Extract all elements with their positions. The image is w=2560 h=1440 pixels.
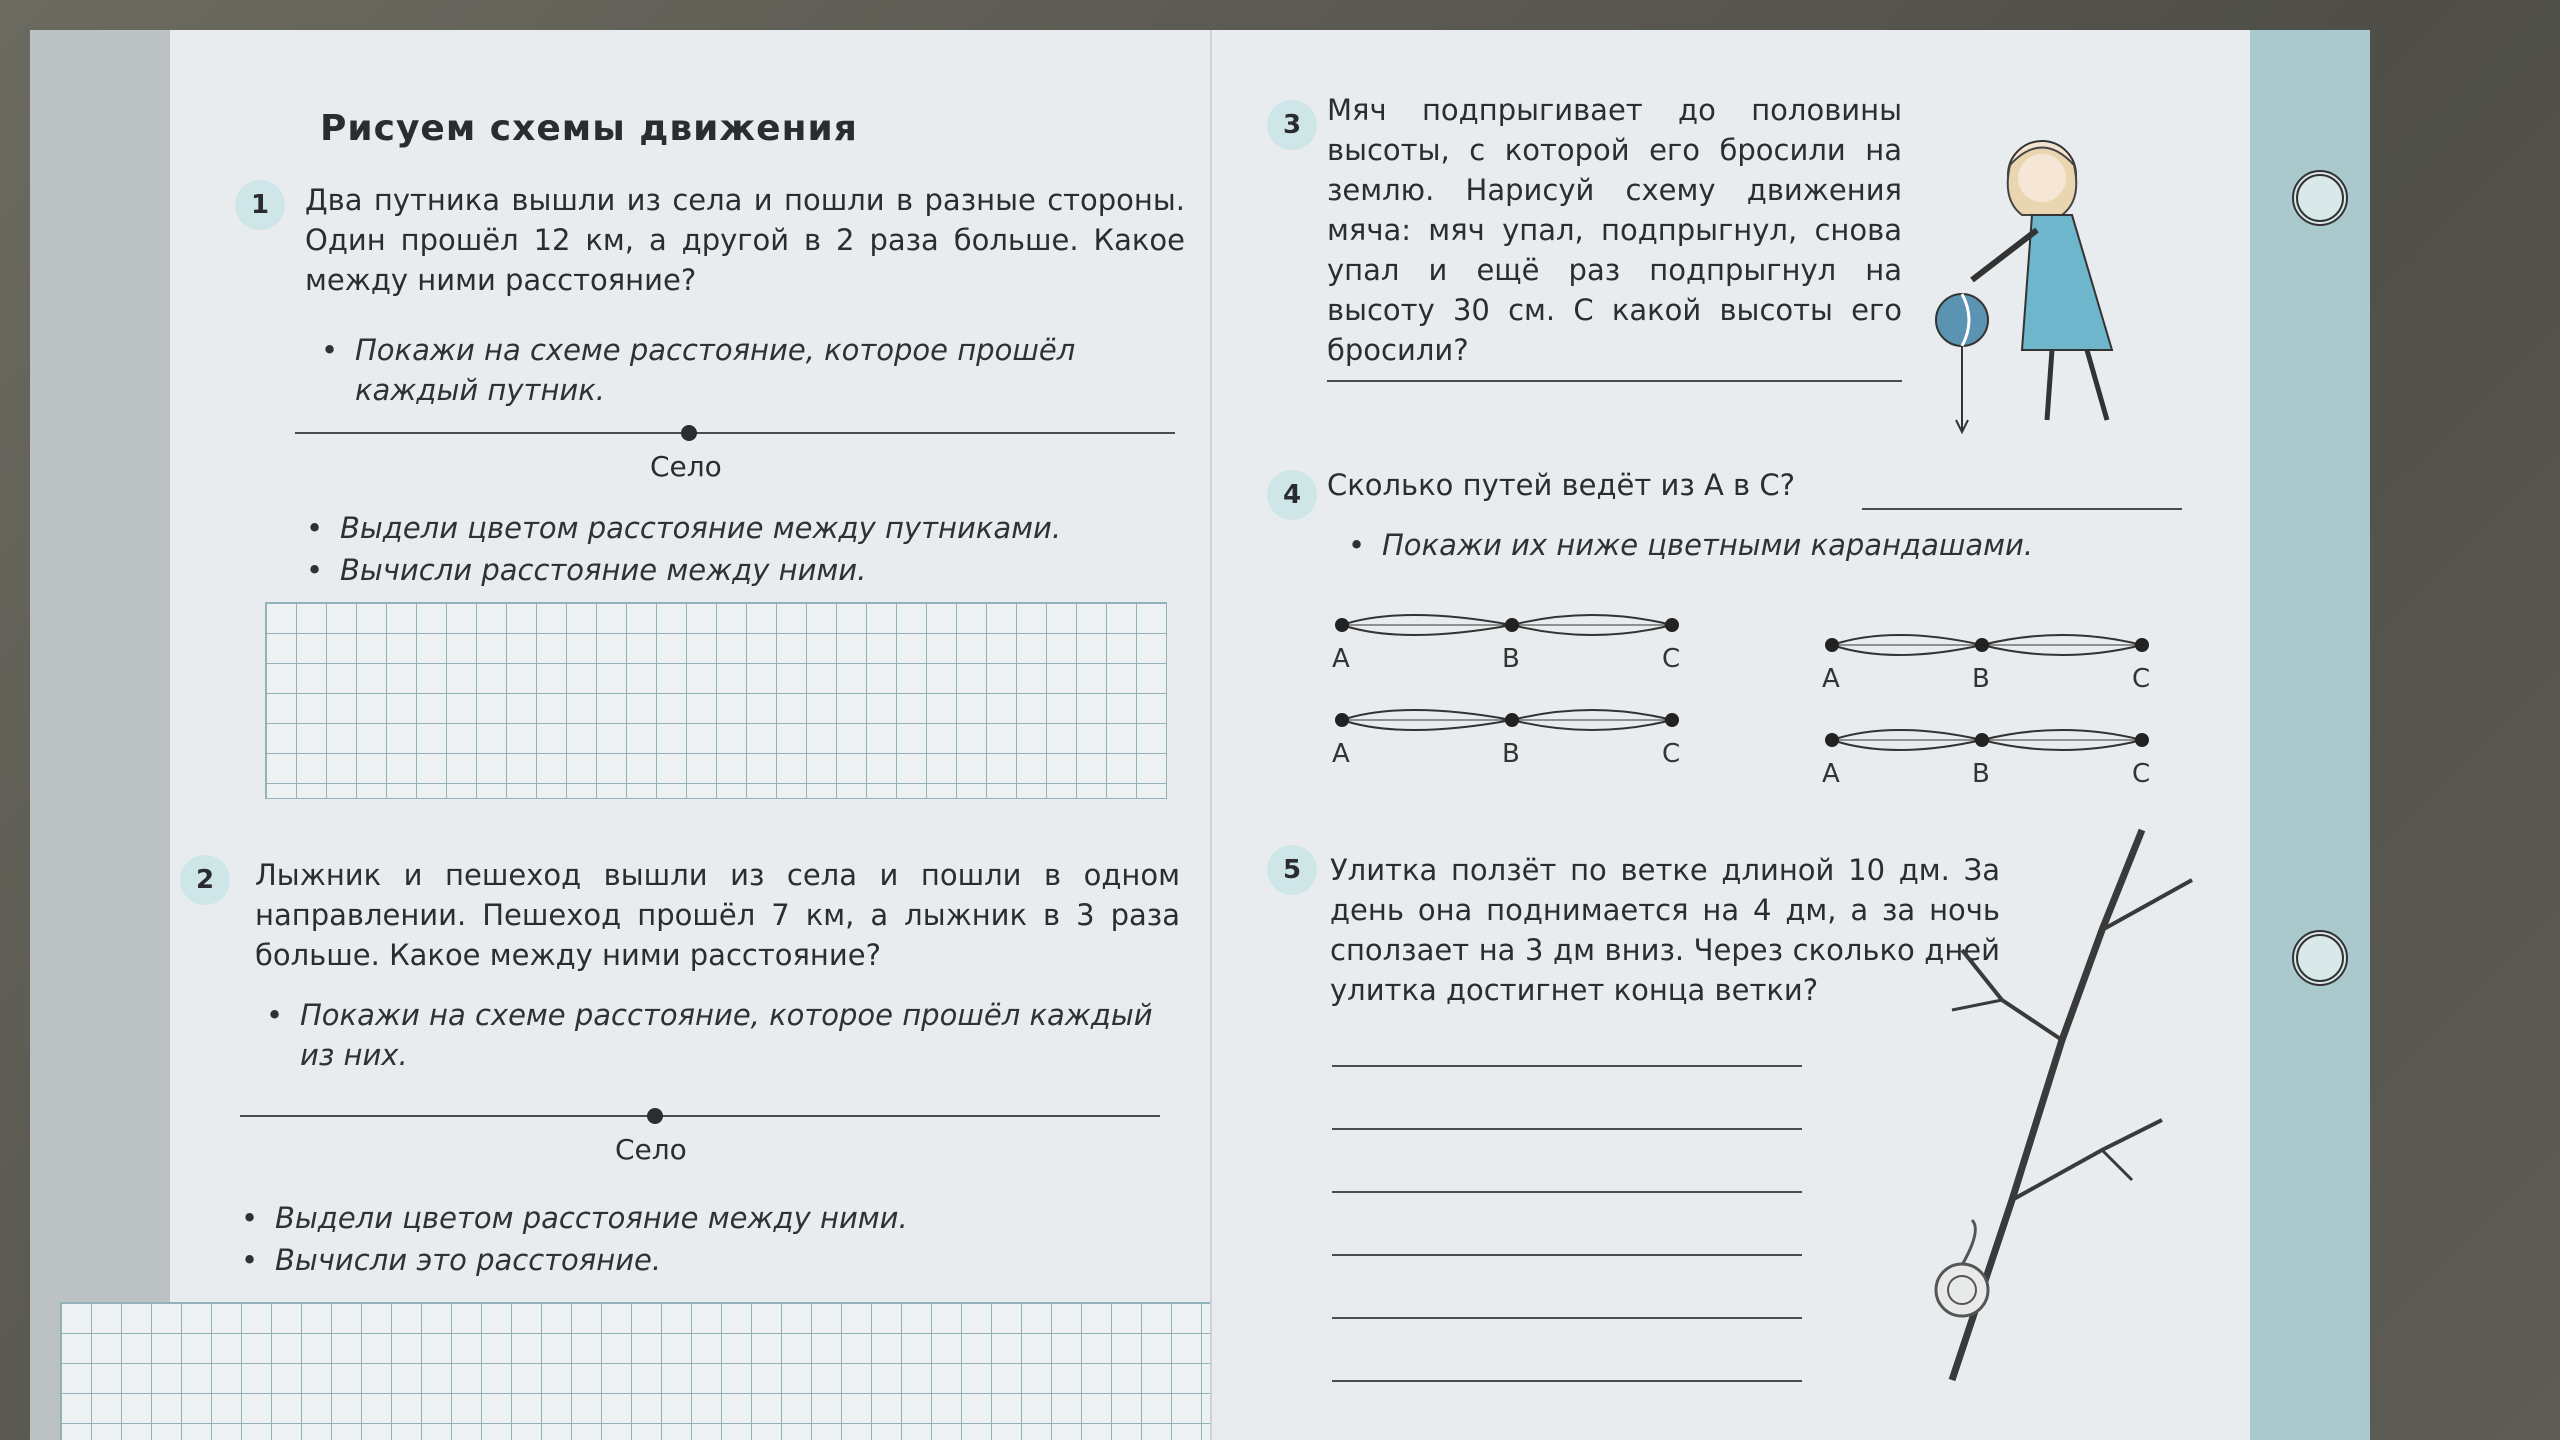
label-c: C <box>1662 739 1681 769</box>
task-1-bullet-1: • Покажи на схеме расстояние, которое прошёл каждый путник. <box>355 330 1185 410</box>
task-3-answer-line[interactable] <box>1327 380 1902 382</box>
label-c: C <box>2132 664 2151 694</box>
point-b <box>1975 733 1989 747</box>
paths-diagram-2[interactable] <box>1812 625 2192 705</box>
label-a: A <box>1332 739 1350 769</box>
left-page <box>30 30 1212 1440</box>
label-c: C <box>1662 644 1681 674</box>
twig <box>1952 1000 2002 1010</box>
label-a: A <box>1822 664 1840 694</box>
snail-body <box>1962 1220 1975 1265</box>
spiral-icon <box>2292 170 2348 226</box>
task-3-number: 3 <box>1267 100 1317 150</box>
paths-diagram-3[interactable] <box>1322 700 1702 780</box>
task-5-answer-line-2[interactable] <box>1332 1128 1802 1130</box>
task-5-text: Улитка ползёт по ветке длиной 10 дм. За день она поднимается на 4 дм, а за ночь сползает на 3 дм вниз. Через сколько дней улитка достигнет конца ветки? <box>1330 853 2000 1007</box>
right-margin-strip <box>2250 30 2370 1440</box>
task-2-bullet-3: • Вычисли это расстояние. <box>275 1240 1155 1280</box>
label-a: A <box>1822 759 1840 789</box>
task-5-answer-line-6[interactable] <box>1332 1380 1802 1382</box>
twig <box>1962 950 2062 1040</box>
point-a <box>1335 618 1349 632</box>
branch-with-snail-illustration <box>1892 820 2222 1400</box>
left-margin-strip <box>30 30 170 1440</box>
task-1-scheme-line[interactable] <box>295 432 1175 434</box>
task-5-answer-line-5[interactable] <box>1332 1317 1802 1319</box>
task-4-bullet: • Покажи их ниже цветными карандашами. <box>1382 525 2182 565</box>
girl-leg <box>2047 350 2052 420</box>
snail-shell <box>1936 1264 1988 1316</box>
point-c <box>1665 618 1679 632</box>
task-1-number: 1 <box>235 180 285 230</box>
task-1-bullet-2: • Выдели цветом расстояние между путниками. <box>340 508 1180 548</box>
point-a <box>1825 733 1839 747</box>
right-page <box>1212 30 2370 1440</box>
task-2-bullet-1: • Покажи на схеме расстояние, которое прошёл каждый из них. <box>300 995 1180 1075</box>
task-1-answer-grid[interactable] <box>265 602 1167 799</box>
paths-diagram-1[interactable] <box>1322 605 1702 685</box>
task-5-answer-line-3[interactable] <box>1332 1191 1802 1193</box>
girl-leg <box>2087 350 2107 420</box>
girl-with-ball-illustration <box>1932 120 2152 440</box>
label-b: B <box>1972 664 1990 694</box>
bottom-answer-grid[interactable] <box>60 1302 1212 1440</box>
point-b <box>1505 713 1519 727</box>
label-b: B <box>1502 644 1520 674</box>
task-1-bullet-3: • Вычисли расстояние между ними. <box>340 550 1180 590</box>
point-b <box>1505 618 1519 632</box>
label-a: A <box>1332 644 1350 674</box>
task-4-answer-line[interactable] <box>1862 508 2182 510</box>
task-1-village-dot <box>681 425 697 441</box>
spiral-icon <box>2292 930 2348 986</box>
task-5-answer-line-4[interactable] <box>1332 1254 1802 1256</box>
page-title: Рисуем схемы движения <box>320 108 858 149</box>
task-4-number: 4 <box>1267 470 1317 520</box>
task-2-bullet-2: • Выдели цветом расстояние между ними. <box>275 1198 1155 1238</box>
point-a <box>1335 713 1349 727</box>
point-c <box>2135 733 2149 747</box>
paths-diagram-4[interactable] <box>1812 720 2192 800</box>
point-b <box>1975 638 1989 652</box>
task-5-number: 5 <box>1267 845 1317 895</box>
girl-face <box>2018 154 2066 202</box>
task-1-text: Два путника вышли из села и пошли в разные стороны. Один прошёл 12 км, а другой в 2 раза больше. Какое между ними расстояние? <box>305 183 1185 297</box>
point-c <box>2135 638 2149 652</box>
task-2-number: 2 <box>180 855 230 905</box>
label-b: B <box>1972 759 1990 789</box>
workbook <box>30 30 2370 1440</box>
task-3-text: Мяч подпрыгивает до половины высоты, с которой его бросили на землю. Нарисуй схему движения мяча: мяч упал, подпрыгнул, снова упал и ещё раз подпрыгнул на высоту 30 см. С какой высоты его бросили? <box>1327 93 1902 367</box>
girl-dress <box>2022 215 2112 350</box>
task-2-scheme-line[interactable] <box>240 1115 1160 1117</box>
task-2-village-label: Село <box>615 1133 687 1166</box>
point-c <box>1665 713 1679 727</box>
task-4-text: Сколько путей ведёт из A в C? <box>1327 468 1795 502</box>
twig <box>2102 1150 2132 1180</box>
task-2-village-dot <box>647 1108 663 1124</box>
point-a <box>1825 638 1839 652</box>
ball <box>1936 294 1988 346</box>
task-2-text: Лыжник и пешеход вышли из села и пошли в одном направлении. Пешеход прошёл 7 км, а лыжник в 3 раза больше. Какое между ними расстояние? <box>255 858 1180 972</box>
label-c: C <box>2132 759 2151 789</box>
task-1-village-label: Село <box>650 450 722 483</box>
task-5-answer-line-1[interactable] <box>1332 1065 1802 1067</box>
label-b: B <box>1502 739 1520 769</box>
